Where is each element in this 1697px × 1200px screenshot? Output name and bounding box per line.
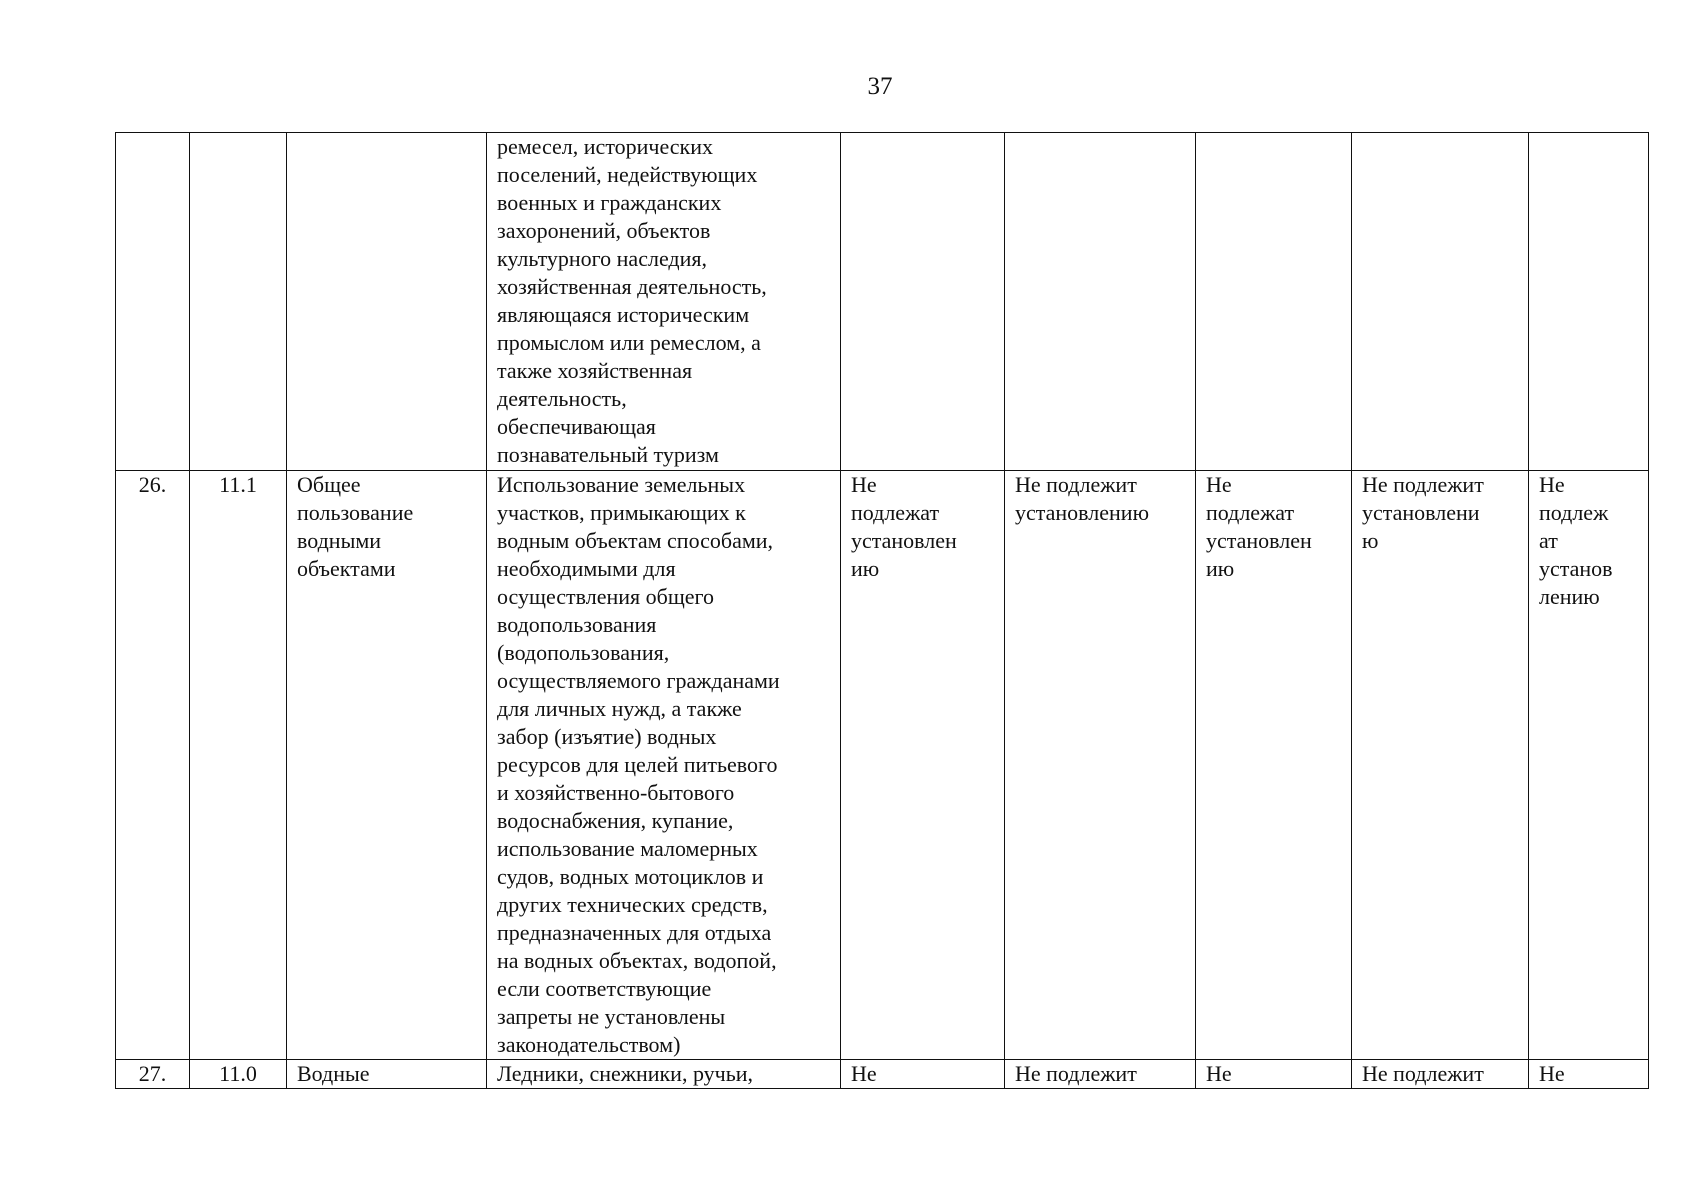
code-cell	[190, 133, 287, 471]
land-use-table	[115, 132, 1649, 1089]
use-name-cell	[287, 133, 487, 471]
parameter-cell	[1005, 133, 1196, 471]
parameter-cell: Не подлежат установлен ию	[841, 471, 1005, 1060]
parameter-cell: Не подлежит	[1005, 1060, 1196, 1089]
table-row	[116, 133, 1649, 471]
parameter-cell: Не	[1196, 1060, 1352, 1089]
parameter-cell: Не	[1529, 1060, 1649, 1089]
parameter-cell	[841, 133, 1005, 471]
description-cell: ремесел, исторических поселений, недействующих военных и гражданских захоронений, объектов культурного наследия, хозяйственная деятельность, являющаяся историческим промыслом или ремеслом, а также хозяйственная деятельность, обеспечивающая познавательный туризм	[487, 133, 841, 471]
description-cell: Использование земельных участков, примыкающих к водным объектам способами, необходимыми для осуществления общего водопользования (водопользования, осуществляемого гражданами для личных нужд, а также забор (изъятие) водных ресурсов для целей питьевого и хозяйственно-бытового водоснабжения, купание, использование маломерных судов, водных мотоциклов и других технических средств, предназначенных для отдыха на водных объектах, водопой, если соответствующие запреты не установлены законодательством)	[487, 471, 841, 1060]
row-number-cell: 26.	[116, 471, 190, 1060]
table-row	[116, 1060, 1649, 1089]
use-name-cell: Водные	[287, 1060, 487, 1089]
parameter-cell: Не подлежат установлен ию	[1196, 471, 1352, 1060]
use-name-cell: Общее пользование водными объектами	[287, 471, 487, 1060]
description-cell: Ледники, снежники, ручьи,	[487, 1060, 841, 1089]
parameter-cell: Не подлежит установлени ю	[1352, 471, 1529, 1060]
parameter-cell	[1196, 133, 1352, 471]
code-cell: 11.0	[190, 1060, 287, 1089]
code-cell: 11.1	[190, 471, 287, 1060]
parameter-cell: Не подлежит	[1352, 1060, 1529, 1089]
table-row	[116, 471, 1649, 1060]
parameter-cell: Не	[841, 1060, 1005, 1089]
parameter-cell: Не подлеж ат установ лению	[1529, 471, 1649, 1060]
parameter-cell	[1529, 133, 1649, 471]
page-number: 37	[867, 73, 893, 100]
row-number-cell: 27.	[116, 1060, 190, 1089]
parameter-cell: Не подлежит установлению	[1005, 471, 1196, 1060]
parameter-cell	[1352, 133, 1529, 471]
row-number-cell	[116, 133, 190, 471]
